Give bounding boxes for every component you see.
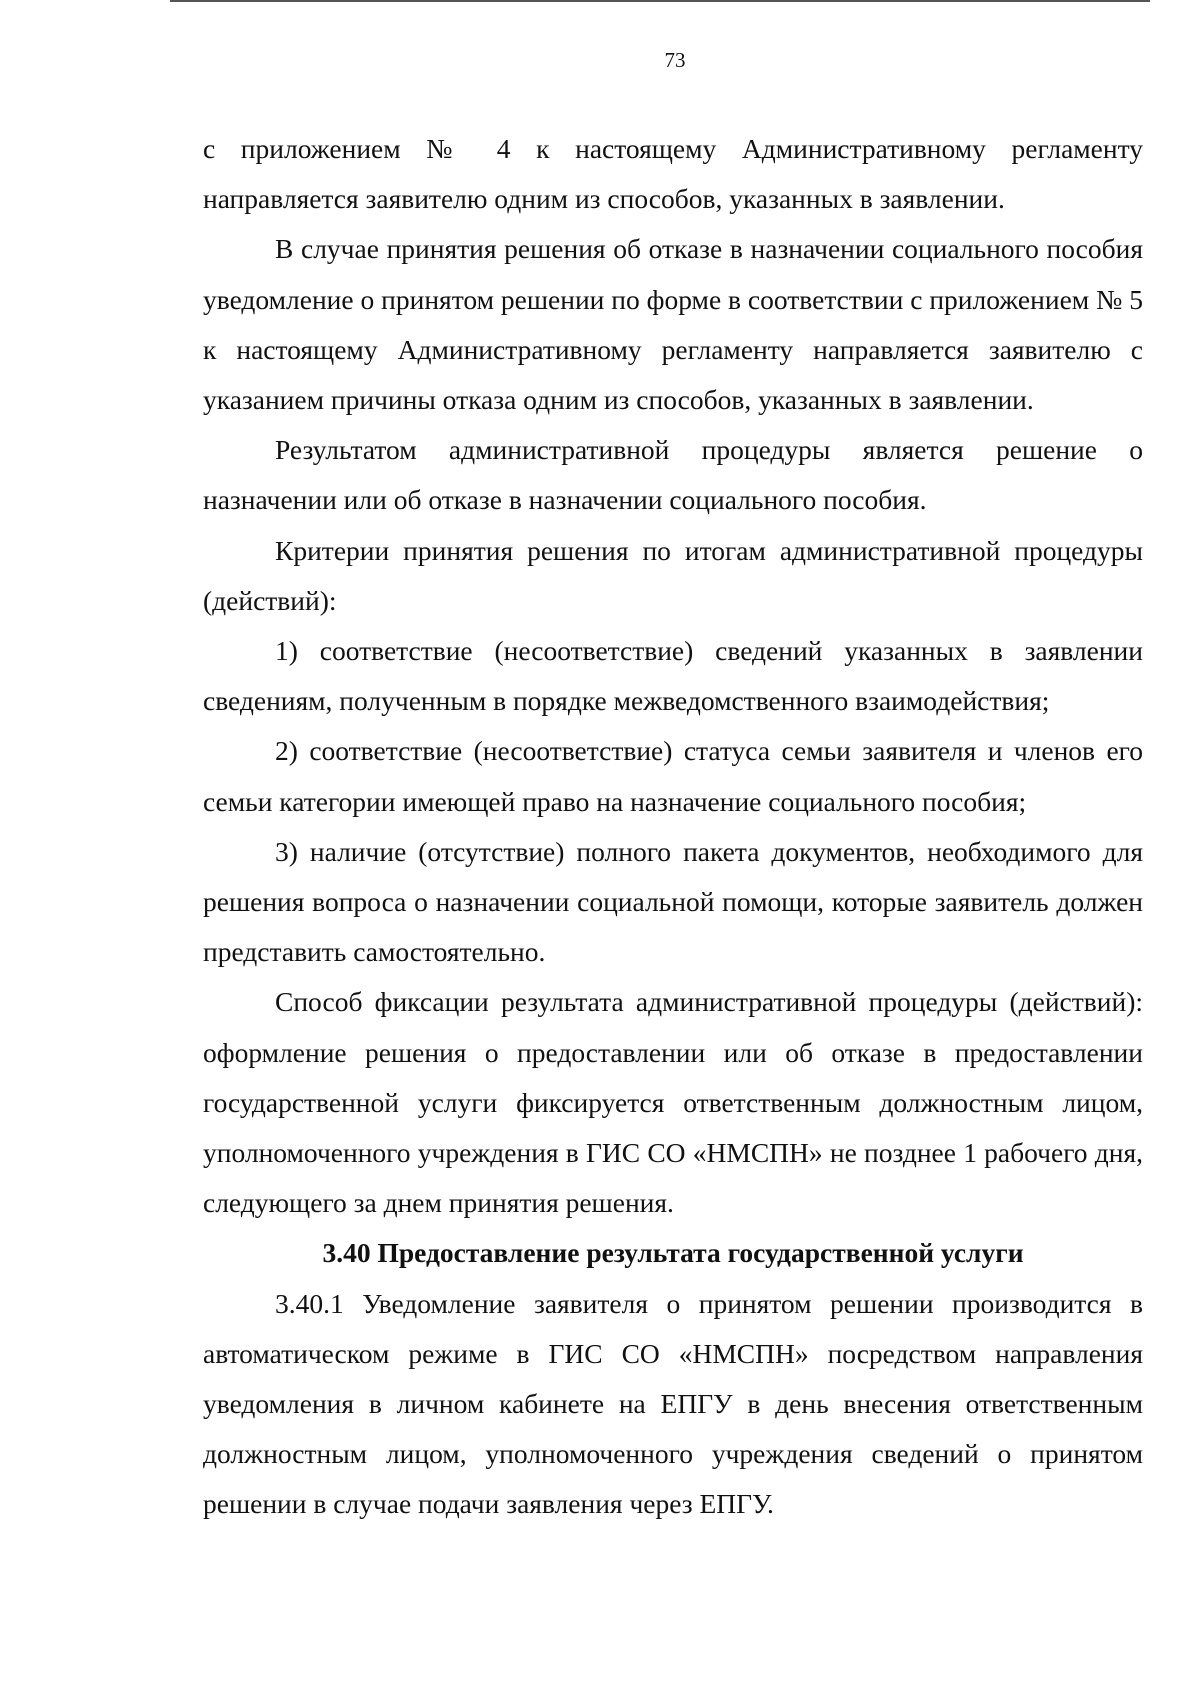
paragraph-procedure-result: Результатом административной процедуры является решение о назначении или об отказе в назначении социального пособия. <box>203 434 1143 516</box>
paragraph-fixation-method: Способ фиксации результата административной процедуры (действий): оформление решения о предоставлении или об отказе в предоставлении государственной услуги фиксируется ответственным должностным лицом, уполномоченного учреждения в ГИС СО «НМСПН» не позднее 1 рабочего дня, следующего за днем принятия решения. <box>203 986 1143 1219</box>
criteria-item-2: 2) соответствие (несоответствие) статуса семьи заявителя и членов его семьи категории имеющей право на назначение социального пособия; <box>203 735 1143 817</box>
paragraph-refusal-notice: В случае принятия решения об отказе в назначении социального пособия уведомление о принятом решении по форме в соответствии с приложением № 5 к настоящему Административному регламенту направляется заявителю с указанием причины отказа одним из способов, указанных в заявлении. <box>203 233 1143 416</box>
top-rule <box>170 0 1150 2</box>
criteria-item-3: 3) наличие (отсутствие) полного пакета документов, необходимого для решения вопроса о назначении социальной помощи, которые заявитель должен представить самостоятельно. <box>203 835 1143 968</box>
document-body <box>203 124 1143 1530</box>
paragraph-3-40-1: 3.40.1 Уведомление заявителя о принятом решении производится в автоматическом режиме в ГИС СО «НМСПН» посредством направления уведомления в личном кабинете на ЕПГУ в день внесения ответственным должностным лицом, уполномоченного учреждения сведений о принятом решении в случае подачи заявления через ЕПГУ. <box>203 1287 1143 1520</box>
paragraph-continuation: с приложением № 4 к настоящему Административному регламенту направляется заявителю одним из способов, указанных в заявлении. <box>203 133 1143 215</box>
section-heading: 3.40 Предоставление результата государственной услуги <box>322 1237 1024 1269</box>
page-number: 73 <box>664 48 686 72</box>
criteria-item-1: 1) соответствие (несоответствие) сведений указанных в заявлении сведениям, полученным в порядке межведомственного взаимодействия; <box>203 635 1143 717</box>
paragraph-criteria-intro: Критерии принятия решения по итогам административной процедуры (действий): <box>203 534 1143 616</box>
